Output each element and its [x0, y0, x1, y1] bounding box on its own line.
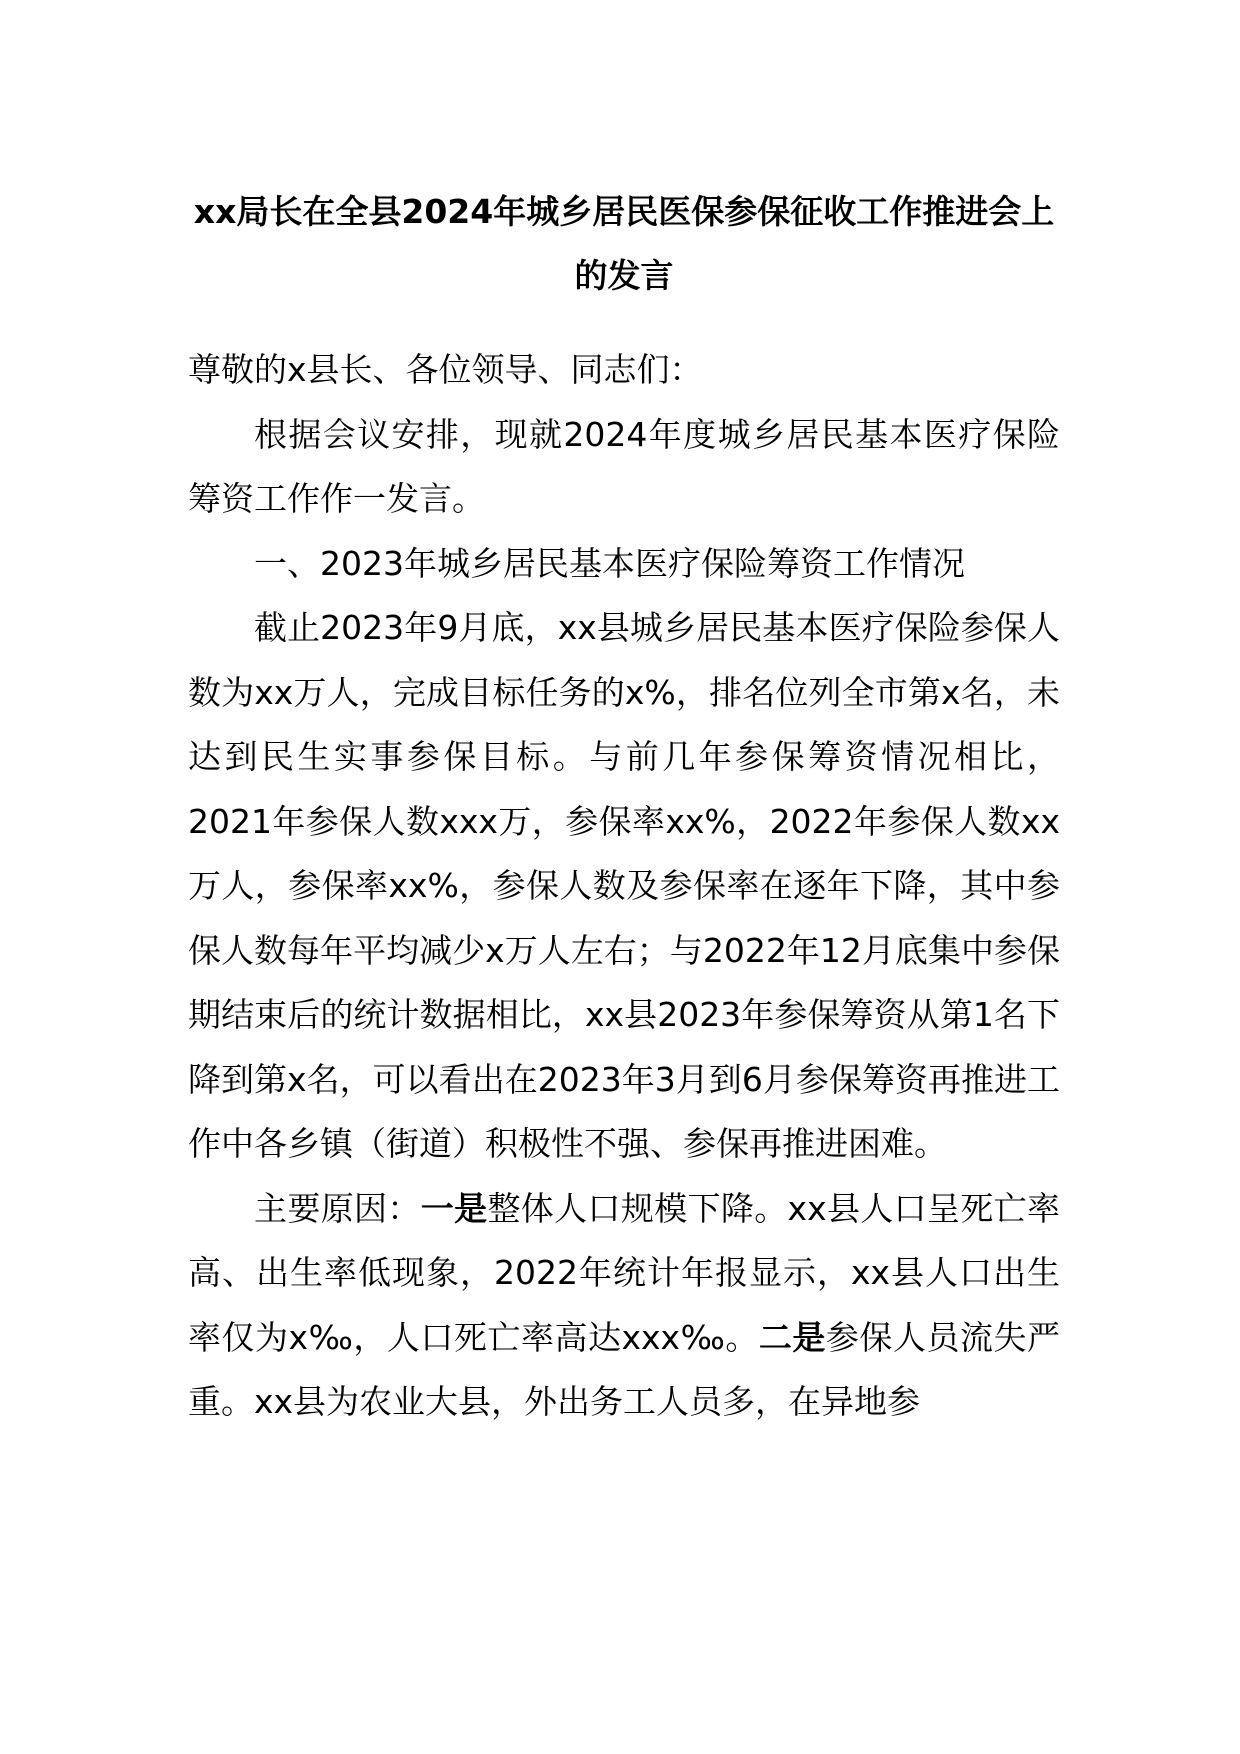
reason-1-label: 一是 — [420, 1188, 488, 1228]
reason-2-label: 二是 — [758, 1317, 826, 1357]
salutation: 尊敬的x县长、各位领导、同志们： — [188, 350, 703, 389]
reason-1-text: 整体人口规模下降。xx县人口呈死亡率高、出生率低现象，2022年统计年报显示，xx县人口出生率仅为x‰，人口死亡率高达xxx‰。 — [188, 1188, 1061, 1357]
document-title: xx局长在全县2024年城乡居民医保参保征收工作推进会上的发言 — [193, 192, 1055, 295]
reason-2-text: 参保人员流失严重。xx县为农业大县，外出务工人员多，在异地参 — [188, 1317, 1061, 1421]
paragraph-reasons — [188, 1177, 1060, 1435]
document-page — [188, 180, 1060, 1435]
reasons-lead: 主要原因： — [254, 1188, 421, 1228]
paragraph-intro: 根据会议安排，现就2024年度城乡居民基本医疗保险筹资工作作一发言。 — [188, 414, 1060, 518]
paragraph-situation: 截止2023年9月底，xx县城乡居民基本医疗保险参保人数为xx万人，完成目标任务的x%，排名位列全市第x名，未达到民生实事参保目标。与前几年参保筹资情况相比，2021年参保人数xxx万，参保率xx%，2022年参保人数xx万人，参保率xx%，参保人数及参保率在逐年下降，其中参保人数每年平均减少x万人左右；与2022年12月底集中参保期结束后的统计数据相比，xx县2023年参保筹资从第1名下降到第x名，可以看出在2023年3月到6月参保筹资再推进工作中各乡镇（街道）积极性不强、参保再推进困难。 — [188, 608, 1060, 1163]
section-heading-1: 一、2023年城乡居民基本医疗保险筹资工作情况 — [254, 543, 965, 583]
